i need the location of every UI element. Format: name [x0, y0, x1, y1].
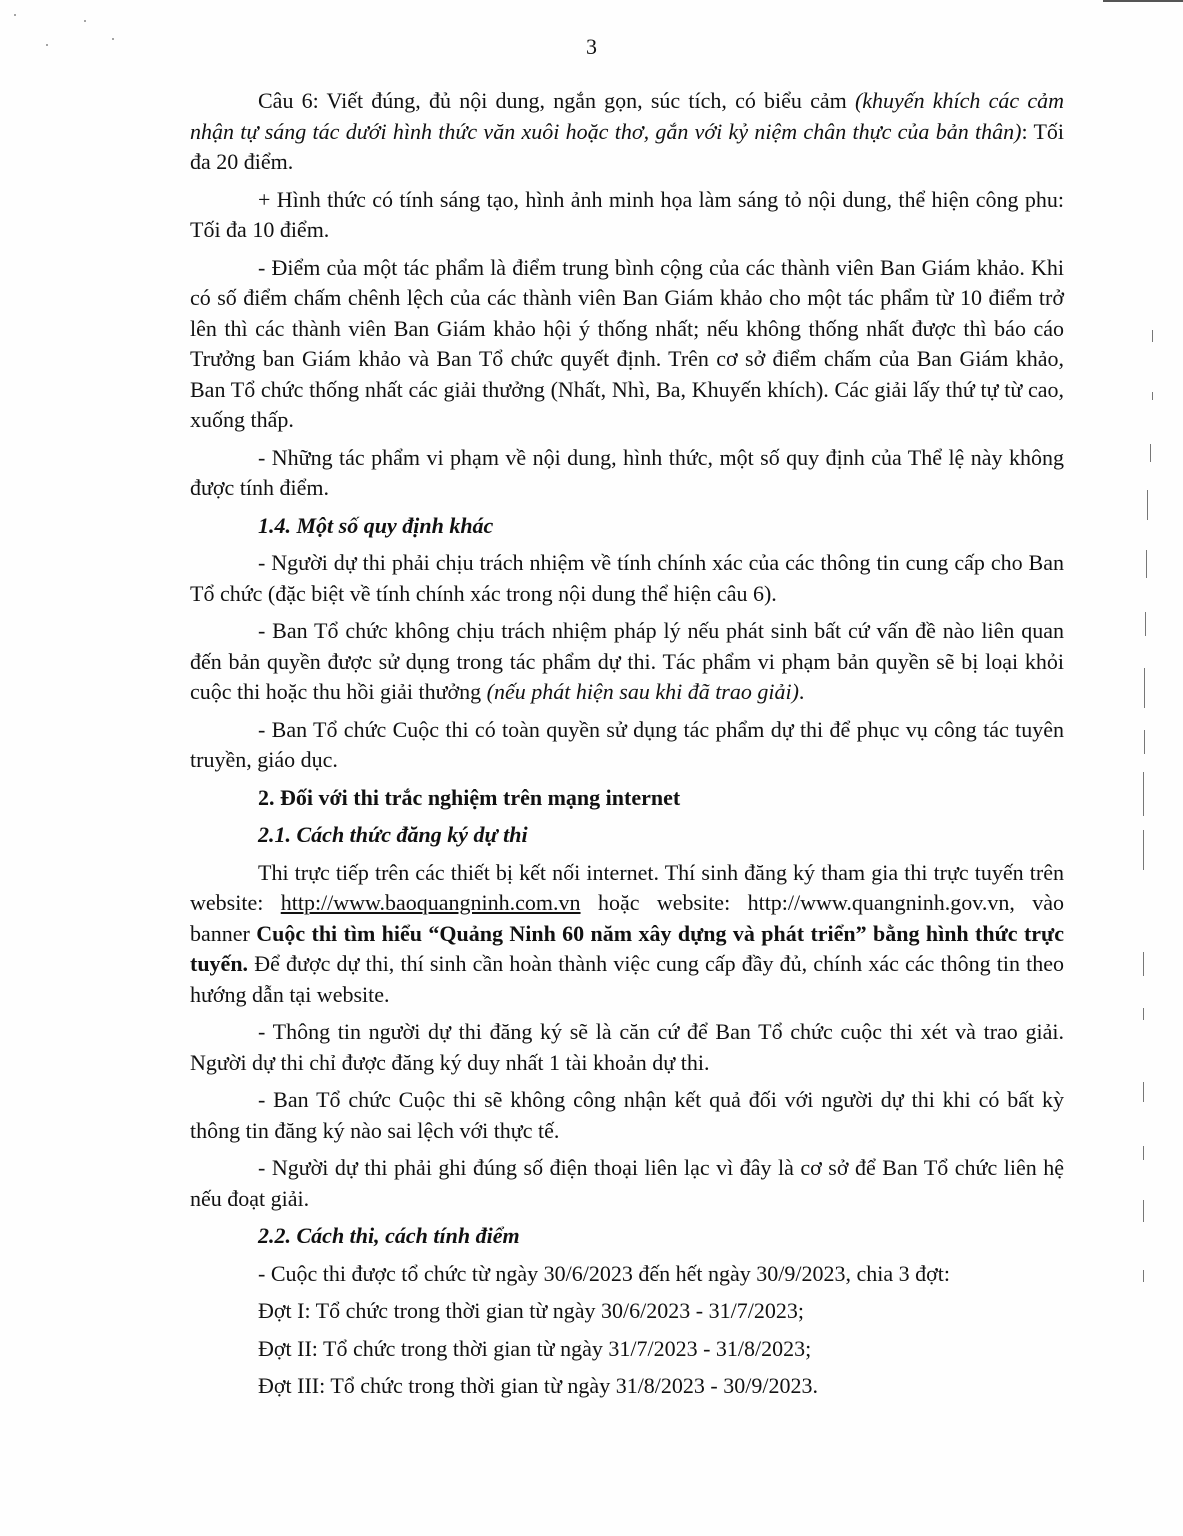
paragraph-ban-quyen — [190, 616, 1064, 708]
italic-note: (khuyến khích các cảm nhận tự sáng tác dưới hình thức văn xuôi hoặc thơ, gắn với kỷ niệm chân thực của bản thân) — [190, 88, 1064, 144]
text-span: - Ban Tổ chức không chịu trách nhiệm pháp lý nếu phát sinh bất cứ vấn đề nào liên quan đến bản quyền được sử dụng trong tác phẩm dự thi. Tác phẩm vi phạm bản quyền sẽ bị loại khỏi cuộc thi hoặc thu hồi giải thưởng — [190, 618, 1064, 704]
heading-2-1: 2.1. Cách thức đăng ký dự thi — [258, 822, 528, 847]
round-2: Đợt II: Tổ chức trong thời gian từ ngày 31/7/2023 - 31/8/2023; — [258, 1335, 812, 1361]
paragraph-vi-pham: - Những tác phẩm vi phạm về nội dung, hình thức, một số quy định của Thể lệ này không được tính điểm. — [190, 444, 1064, 500]
scan-edge-line — [1103, 0, 1183, 2]
paragraph-cong-nhan: - Ban Tổ chức Cuộc thi sẽ không công nhận kết quả đối với người dự thi khi có bất kỳ thông tin đăng ký nào sai lệch với thực tế. — [190, 1087, 1064, 1143]
text-span: Câu 6: Viết đúng, đủ nội dung, ngắn gọn, súc tích, có biểu cảm — [258, 88, 855, 113]
paragraph-trach-nhiem: - Người dự thi phải chịu trách nhiệm về tính chính xác của các thông tin cung cấp cho Ban Tổ chức (đặc biệt về tính chính xác trong nội dung thể hiện câu 6). — [190, 550, 1064, 606]
heading-2-2: 2.2. Cách thi, cách tính điểm — [258, 1223, 520, 1248]
page-number: 3 — [586, 34, 597, 59]
paragraph-thong-tin: - Thông tin người dự thi đăng ký sẽ là căn cứ để Ban Tổ chức cuộc thi xét và trao giải. Người dự thi chỉ được đăng ký duy nhất 1 tài khoản dự thi. — [190, 1019, 1064, 1075]
paragraph-diem-tac-pham: - Điểm của một tác phẩm là điểm trung bình cộng của các thành viên Ban Giám khảo. Khi có số điểm chấm chênh lệch của các thành viên Ban Giám khảo cho một tác phẩm từ 10 điểm trở lên thì các thành viên Ban Giám khảo hội ý thống nhất; nếu không thống nhất được thì báo cáo Trưởng ban Giám khảo và Ban Tổ chức quyết định. Trên cơ sở điểm chấm của Ban Giám khảo, Ban Tổ chức thống nhất các giải thưởng (Nhất, Nhì, Ba, Khuyến khích). Các giải lấy thứ tự từ cao, xuống thấp. — [190, 254, 1064, 432]
text-span: hoặc website: http://www.quangninh.gov.vn, vào banner — [190, 890, 1064, 946]
document-body — [190, 86, 1064, 1409]
paragraph-so-dien-thoai: - Người dự thi phải ghi đúng số điện thoại liên lạc vì đây là cơ sở để Ban Tổ chức liên hệ nếu đoạt giải. — [190, 1155, 1064, 1211]
text-span: Để được dự thi, thí sinh cần hoàn thành việc cung cấp đầy đủ, chính xác các thông tin theo hướng dẫn tại website. — [190, 951, 1064, 1007]
round-3: Đợt III: Tổ chức trong thời gian từ ngày 31/8/2023 - 30/9/2023. — [258, 1373, 818, 1398]
paragraph-dang-ky — [190, 858, 1064, 1011]
text-span: Thi trực tiếp trên các thiết bị kết nối internet. Thí sinh đăng ký tham gia thi trực tuyến trên website: — [190, 859, 1064, 915]
italic-note: (nếu phát hiện sau khi đã trao giải) — [486, 679, 799, 704]
round-1: Đợt I: Tổ chức trong thời gian từ ngày 30/6/2023 - 31/7/2023; — [258, 1298, 804, 1323]
heading-2: 2. Đối với thi trắc nghiệm trên mạng internet — [258, 784, 681, 810]
contest-banner-name: Cuộc thi tìm hiểu “Quảng Ninh 60 năm xây dựng và phát triển” bằng hình thức trực tuyến. — [190, 920, 1064, 976]
paragraph-toan-quyen: - Ban Tổ chức Cuộc thi có toàn quyền sử dụng tác phẩm dự thi để phục vụ công tác tuyên truyền, giáo dục. — [190, 716, 1064, 772]
text-span: : Tối đa 20 điểm. — [190, 118, 1065, 174]
text-span: . — [798, 679, 805, 704]
heading-1-4: 1.4. Một số quy định khác — [258, 512, 494, 538]
paragraph-thoi-gian: - Cuộc thi được tổ chức từ ngày 30/6/2023 đến hết ngày 30/9/2023, chia 3 đợt: — [258, 1260, 951, 1286]
website-link[interactable]: http://www.baoquangninh.com.vn — [280, 890, 581, 915]
paragraph-cau-6 — [190, 86, 1064, 178]
paragraph-hinh-thuc: + Hình thức có tính sáng tạo, hình ảnh minh họa làm sáng tỏ nội dung, thể hiện công phu: Tối đa 10 điểm. — [190, 186, 1064, 242]
